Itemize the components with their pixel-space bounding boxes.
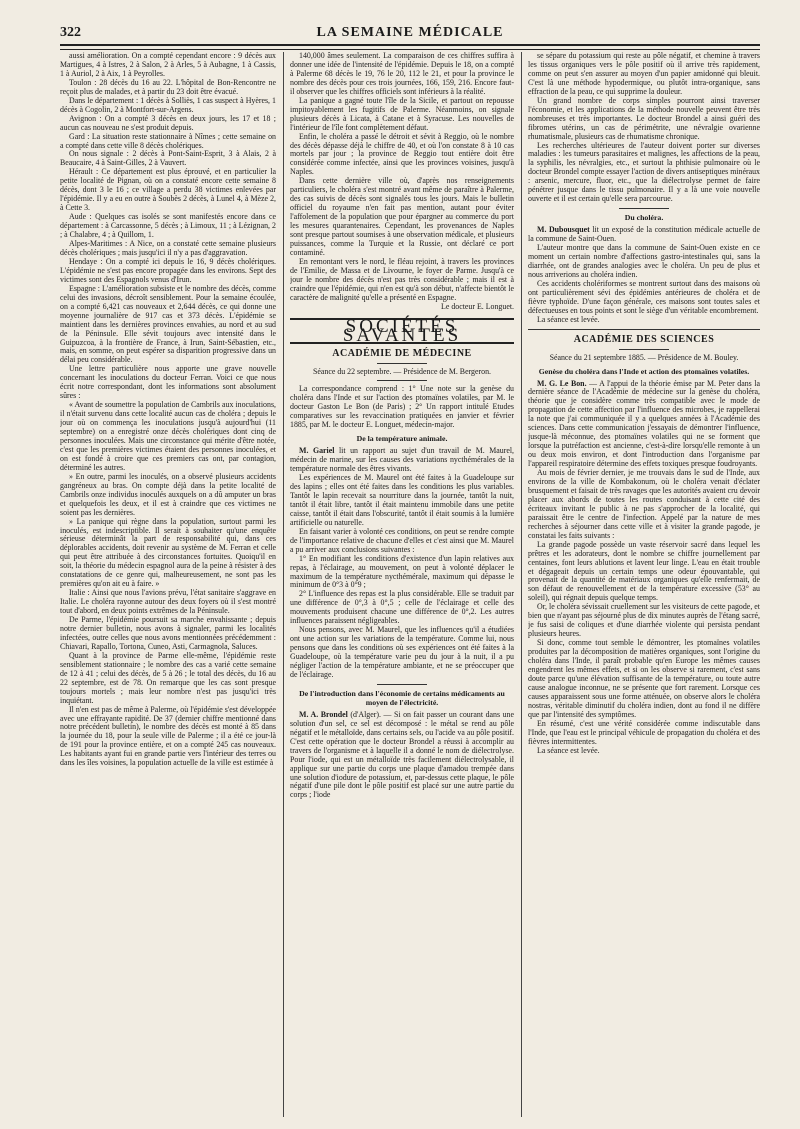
paragraph: On nous signale : 2 décès à Pont-Saint-Esprit, 3 à Alais, 2 à Beaucaire, 4 à Saint-Gilles, 2 à Vauvert. — [60, 149, 276, 168]
paragraph: Un grand nombre de corps simples pourront ainsi traverser l'économie, et les applications de la méthode nouvelle peuvent être très nombreuses et très importantes. Le docteur Brondel a ainsi guéri des fibromes utérins, un cas de périmétrite, une névralgie ovarienne rhumatismale, plusieurs cas de rhumatisme chronique. — [528, 95, 760, 141]
dubousquet-report — [528, 244, 760, 325]
paragraph-text: — A l'appui de la théorie émise par M. Peter dans la dernière séance de l'Académie de médecine sur la genèse du choléra, théorie que je considère comme très compatible avec le mode de propagation de cette affection par l'influence des microbes, je rappellerai la note que j'ai communiquée il y a quelques années à l'Académie des sciences. Dans cette communication j'essayais de démontrer l'influence, jusque-là méconnue, des ptomaïnes volatiles qui ne se forment que lorsque la putréfaction est ancienne, c'est-à-dire lorsqu'elle remonte à un ou deux mois environ, et dont l'introduction dans l'organisme par l'appareil respiratoire détermine des effets toxiques presque foudroyants. — [528, 378, 760, 469]
speaker-name: M. Dubousquet — [537, 225, 590, 235]
paragraph: En faisant varier à volonté ces conditions, on peut se rendre compte de l'importance relative de chacune d'elles et c'est ainsi que M. Maurel a pu arriver aux conclusions suivantes : — [290, 526, 514, 554]
paragraph: La séance est levée. — [537, 745, 600, 755]
paragraph: Dans le département : 1 décès à Solliès, 1 cas suspect à Hyères, 1 décès à Cogolin, 2 à Montfort-sur-Argens. — [60, 95, 276, 114]
column-2 — [290, 52, 514, 1117]
column-3 — [528, 52, 760, 1117]
divider — [619, 208, 669, 209]
speaker-name: M. G. Le Bon. — [537, 378, 587, 388]
paragraph: L'auteur montre que dans la commune de Saint-Ouen existe en ce moment un certain nombre d'affections gastro-intestinales qui, sans la diarrhée, ont de grandes analogies avec le choléra. Un peu de plus et nous arriverions au choléra indien. — [528, 243, 760, 279]
divider — [377, 380, 427, 381]
paragraph: La grande pagode possède un vaste réservoir sacré dans lequel les prêtres et les adorateurs, dont le nombre se chiffre journellement par centaines, font leurs ablutions et lavent leur linge. L'eau en était trouble et dégageait depuis un certain temps une odeur épouvantable, qui provenait de la quantité de matériaux organiques qu'elle renfermait, de son défaut de renouvellement et de la température excessive (53° au soleil), qui régnait depuis quelque temps. — [528, 539, 760, 603]
paragraph: Hendaye : On a compté ici depuis le 16, 9 décès cholériques. L'épidémie ne s'est pas encore propagée dans les environs. Sept des victimes sont des Espagnols venus d'Irun. — [60, 256, 276, 284]
divider — [377, 684, 427, 685]
paragraph: Les expériences de M. Maurel ont été faites à la Guadeloupe sur des lapins ; elles ont été faites dans les conditions les plus variables. Tantôt le lapin recevait sa nourriture dans la journée, tantôt la nuit, tantôt il était libre, tantôt il était maintenu immobile dans une petite caisse, tantôt il était dans l'obscurité, tantôt il était soumis à la lumière artificielle ou naturelle. — [290, 473, 514, 527]
paragraph: Or, le choléra sévissait cruellement sur les visiteurs de cette pagode, et bien que n'ayant pas séjourné plus de dix minutes auprès de l'étang sacré, je fus saisi de coliques et d'une diarrhée violente qui persista pendant plusieurs heures. — [528, 602, 760, 639]
column-divider — [521, 52, 522, 1117]
paragraph: 2° L'influence des repas est la plus considérable. Elle se traduit par une différence de 0°,3 à 0°,5 ; celle de l'éclairage et celle des mouvements produisent chacune une différence de 0°,2. Les autres influences paraissent négligeables. — [290, 589, 514, 626]
gariel-first-paragraph — [290, 447, 514, 474]
paragraph: aussi amélioration. On a compté cependant encore : 9 décès aux Martigues, 4 à Istres, 2 à Salon, 2 à Arles, 5 à Aubagne, 1 à Cassis, 1 à Auriol, 2 à Aix, 1 à Peyrolles. — [60, 52, 276, 78]
paragraph: » La panique qui règne dans la population, surtout parmi les inoculés, est indescriptible. Il serait à souhaiter qu'une enquête sérieuse déterminât la part de responsabilité qui, dans ces déplorables accidents, doit revenir au système de M. Ferran et celle qui peut être attribuée à des circonstances fortuites. Quoiqu'il en soit, la théorie du médecin espagnol aura de la peine à résister à des constatations de ce genre qui, malheureusement, ne sont pas les premières qu'on ait eu à faire. » — [60, 516, 276, 589]
cholera-bulletin-continued — [290, 52, 514, 303]
paragraph: Au mois de février dernier, je me trouvais dans le sud de l'Inde, aux environs de la ville de Kombakonum, où le choléra venait d'éclater brusquement et faisait de très ravages que les autorités avaient cru devoir placer aux abords de toutes les routes conduisant à cette cité des écriteaux invitant le public à ne pas s'approcher de la localité, qui paraissait être le centre de l'infection. Appelé par la nature de mes recherches à séjourner dans cette ville et à visiter la grande pagode, je constatai les faits suivants : — [528, 468, 760, 540]
divider — [377, 363, 427, 364]
academie-medecine-title: ACADÉMIE DE MÉDECINE — [332, 347, 472, 359]
paragraph: Avignon : On a compté 3 décès en deux jours, les 17 et 18 ; aucun cas nouveau ne s'est produit depuis. — [60, 113, 276, 132]
speaker-name: M. Gariel — [299, 446, 335, 456]
academie-sciences-title: ACADÉMIE DES SCIENCES — [573, 333, 715, 345]
dubousquet-first-paragraph — [528, 226, 760, 244]
gariel-report — [290, 474, 514, 680]
paragraph: Quant à la province de Parme elle-même, l'épidémie reste sensiblement stationnaire ; le nombre des cas a varié cette semaine de 12 à 41 ; celui des décès, de 5 à 26 ; le total des décès, du 16 au 22 septembre, est de 78. On remarque que les cas sont presque toujours mortels ; mais leur nombre n'est pas jusqu'ici très inquiétant. — [60, 650, 276, 705]
paragraph: Dans cette dernière ville où, d'après nos renseignements particuliers, le choléra s'est montré avant même de paraître à Palerme, des cas suivis de décès sont signalés tous les jours. Mais le bulletin officiel du royaume n'en fait pas mention, autant pour éviter l'affolement de la population que pour épargner au commerce du port les mesures quarantenaires. Cependant, les provenances de Naples sont presque partout soumises à une observation médicale, et plusieurs puissances, comme la Turquie et la Russie, ont déclaré ce port contaminé. — [290, 176, 514, 257]
paragraph: Il n'en est pas de même à Palerme, où l'épidémie s'est développée avec une effrayante rapidité. De 37 (dernier chiffre mentionné dans notre précédent bulletin), le nombre des décès est monté à 85 dans la journée du 18, pour la seule ville de Palerme ; il a été ce jour-là de 191 pour la province entière, et on a compté 245 cas nouveaux. Les habitants ayant fui en grande partie vers l'intérieur des terres ou dans les îles voisines, la population actuelle de la ville est estimée à — [60, 704, 276, 768]
page-number: 322 — [60, 25, 81, 40]
paragraph: Italie : Ainsi que nous l'avions prévu, l'état sanitaire s'aggrave en Italie. Le choléra rayonne autour des deux foyers où il s'est montré tout d'abord, en deux points extrêmes de la Péninsule. — [60, 588, 276, 616]
section-cholera-title: Du choléra. — [624, 213, 664, 223]
column-1 — [60, 52, 276, 1117]
paragraph-text: lit un exposé de la constitution médicale actuelle de la commune de Saint-Ouen. — [528, 225, 760, 244]
page-header — [60, 22, 760, 44]
section-electricity-title: De l'introduction dans l'économie de certains médicaments au moyen de l'électricité. — [299, 688, 505, 707]
paragraph: En résumé, c'est une vérité considérée comme indiscutable dans l'Inde, que l'eau est le principal véhicule de propagation du choléra et des fièvres intermittentes. — [528, 718, 760, 746]
paragraph: De Parme, l'épidémie poursuit sa marche envahissante ; depuis notre dernier bulletin, nous avons à signaler, parmi les localités infectées, outre celles que nous avons mentionnées précédemment : Chiavari, Rapallo, Tortona, Cuneo, Asti, Carmagnola, Saluces. — [60, 615, 276, 651]
paragraph: Aude : Quelques cas isolés se sont manifestés encore dans ce département : à Carcassonne, 5 décès ; à Limoux, 11 ; à Lézignan, 2 ; à Chalabre, 4 ; à Quillom, 1. — [60, 212, 276, 240]
header-rule — [60, 44, 760, 50]
paragraph: Espagne : L'amélioration subsiste et le nombre des décès, comme celui des invasions, décroît sensiblement. Pour la semaine écoulée, on a compté 6,421 cas nouveaux et 2,644 décès, ce qui donne une moyenne journalière de 917 cas et 373 décès. L'épidémie se maintient dans les dernières provinces envahies, au nord et au sud de la Péninsule. Elle sévit toujours avec intensité dans le Guipuzcoa, à la frontière de France, à Irun, Saint-Sébastien, etc., mais, en somme, on peut espérer sa disparition progressive dans un délai peu considérable. — [60, 283, 276, 365]
paragraph: Enfin, le choléra a passé le détroit et sévit à Reggio, où le nombre des décès dépasse déjà le chiffre de 40, et où l'on constate 8 à 10 cas mortels par jour ; la province de Reggio tout entière doit être considérée comme infectée, ainsi que les provinces voisines, jusqu'à Naples. — [290, 131, 514, 177]
paragraph: En remontant vers le nord, le fléau rejoint, à travers les provinces de l'Emilie, de Massa et de Livourne, le foyer de Parme. Jusqu'à ce jour le nombre des décès n'est pas très considérable ; mais il est à craindre que l'épidémie, qui n'en est qu'à son début, n'affecte bientôt le caractère de malignité qu'elle a présenté en Espagne. — [290, 256, 514, 302]
signature: Le docteur E. Longuet. — [441, 301, 514, 311]
paragraph: se sépare du potassium qui reste au pôle négatif, et chemine à travers les tissus organiques vers le pôle positif où il arrive très rapidement, comme on peut s'en assurer au moyen d'un papier amidonné qui bleuit. C'est là une méthode hypodermique, ou plutôt intra-organique, sans effraction de la peau, ce qui supprime la douleur. — [528, 52, 760, 96]
paragraph-text: (d'Alger). — Si on fait passer un courant dans une solution d'un sel, ce sel est décomposé : le métal se rend au pôle négatif et le métalloïde, dans certains sels, ou l'acide va au pôle positif. C'est cette opération que le docteur Brondel a réussi à accomplir au travers de l'organisme et à laquelle il a donné le nom de diélectrolyse. Pour l'iode, qui est un métalloïde très facilement diélectrolysable, il applique sur une partie du corps une plaque d'amadou trempée dans une solution d'iodure de potassium, et, par-dessus cette plaque, le pôle négatif d'une pile dont le pôle positif est placé sur une autre partie du corps ; l'iode — [290, 709, 514, 800]
brondel-continued — [528, 52, 760, 204]
paragraph: Si donc, comme tout semble le démontrer, les ptomaïnes volatiles produites par la décomposition de matières organiques, sont l'origine du choléra dans l'Inde, il paraît probable qu'en Europe les mêmes causes engendrent les mêmes effets, et si on les observe si rarement, c'est sans doute parce qu'une élévation suffisante de la température, ou toute autre cause analogue inconnue, ne se présente que fort rarement. Lorsque ces causes apparaissent sous une forme atténuée, on observe alors le choléra nostras, véritable diminutif du choléra indien, dont au fond il ne diffère que par l'intensité des symptômes. — [528, 638, 760, 719]
paragraph: Alpes-Maritimes : A Nice, on a constaté cette semaine plusieurs décès cholériques ; mais jusqu'ici il n'y a pas d'aggravation. — [60, 239, 276, 257]
paragraph: Hérault : Ce département est plus éprouvé, et en particulier la petite localité de Pignan, où on a constaté encore cette semaine 8 décès, dont 3 le 16 ; ce village a perdu 38 victimes enlevées par l'épidémie. Il y a eu en outre à Soubès 2 décès, à Lunel 4, à Mèze 2, à Cette 3. — [60, 167, 276, 213]
paragraph: « Avant de soumettre la population de Cambrils aux inoculations, il n'était survenu dans cette localité aucun cas de choléra ; depuis le jour où on commença les inoculations jusqu'à aujourd'hui (11 septembre) on a enregistré onze décès cholériques dont cinq de personnes inoculées. Mais une circonstance qui mérite d'être notée, c'est que les premières victimes étaient des personnes inoculées, et on est fondé à croire que ces premiers cas ont, par contagion, déterminé les autres. — [60, 400, 276, 472]
paragraph: 140,000 âmes seulement. La comparaison de ces chiffres suffira à donner une idée de l'intensité de l'épidémie. Depuis le 18, on a compté à Palerme 68 décès le 19, 76 le 20, 112 le 21, et pour la province le nombre des décès pour ces trois journées, 166, 159, 216. Encore faut-il observer que les chiffres officiels sont inférieurs à la réalité. — [290, 52, 514, 96]
paragraph: Ces accidents cholériformes se montrent surtout dans des maisons où ont particulièrement sévi des épidémies antérieures de choléra et de fièvre typhoïde. D'une façon générale, ces maisons sont toutes sales et défectueuses en tous points et sont le siège d'un véritable encombrement. — [528, 278, 760, 315]
section-temperature-title: De la température animale. — [356, 434, 448, 444]
running-title: LA SEMAINE MÉDICALE — [316, 25, 504, 40]
speaker-name: M. A. Brondel — [299, 709, 348, 719]
correspondance-text: La correspondance comprend : 1° Une note sur la genèse du choléra dans l'Inde et sur l'action des ptomaïnes volatiles, par M. le docteur Gaston Le Bon (de Paris) ; 2° Un rapport intitulé Etudes comparatives sur les revaccination pratiquées en janvier et février 1885, par M. le docteur E. Longuet, médecin-major. — [290, 384, 514, 430]
paragraph: » En outre, parmi les inoculés, on a observé plusieurs accidents gangréneux au bras. On compte déjà dans la petite localité de Cambrils onze individus inoculés auxquels on a dû amputer un bras et quelquefois les deux, et il est à craindre que ces victimes ne soient pas les dernières. — [60, 471, 276, 517]
brondel-paragraph — [290, 711, 514, 801]
paragraph: La séance est levée. — [537, 314, 600, 324]
lebon-first-paragraph — [528, 380, 760, 470]
seance-line: Séance du 22 septembre. — Présidence de M. Bergeron. — [313, 366, 491, 376]
paragraph: Les recherches ultérieures de l'auteur doivent porter sur diverses maladies : les tumeurs parasitaires et malignes, les affections de la peau, la syphilis, les névralgies, etc., et surtout la phthisie pulmonaire où le docteur Brondel compte essayer l'action de divers antiseptiques minéraux : arsenic, mercure, fluor, etc., que la diélectrolyse permet de faire pénétrer jusque dans le tissu pulmonaire. Il y a là une voie nouvelle ouverte et il est certain qu'elle sera parcourue. — [528, 140, 760, 204]
column-divider — [283, 52, 284, 1117]
paragraph: Nous pensons, avec M. Maurel, que les influences qu'il a étudiées ont une action sur les variations de la température. Comme lui, nous pensons que dans les conditions où ses expériences ont été faites à la Guadeloupe, où la température varie peu du jour à la nuit, il a pu négliger l'action de la température ambiante, et ne se préoccuper que de l'éclairage. — [290, 625, 514, 679]
divider — [528, 329, 760, 330]
seance-line: Séance du 21 septembre 1885. — Présidence de M. Bouley. — [549, 352, 739, 362]
paragraph: La panique a gagné toute l'île de la Sicile, et partout on repousse impitoyablement les fugitifs de Palerme. Néanmoins, on signale plusieurs décès à Licata, à Catane et à Syracuse. Les nouvelles de l'intérieur de l'île font complètement défaut. — [290, 95, 514, 132]
section-genese-title: Genèse du choléra dans l'Inde et action des ptomaïnes volatiles. — [538, 366, 750, 376]
paragraph: 1° En modifiant les conditions d'existence d'un lapin relatives aux repas, à l'éclairage, au mouvement, on peut à volonté déplacer le maximum de la température nycthémérale, maximum qui dépasse le minimum de 0°3 à 0°9 ; — [290, 553, 514, 590]
paragraph: Gard : La situation reste stationnaire à Nîmes ; cette semaine on a compté dans cette ville 8 décès cholériques. — [60, 131, 276, 150]
paragraph: Une lettre particulière nous apporte une grave nouvelle concernant les inoculations du docteur Ferran. Voici ce que nous écrit notre correspondant, dont les informations sont absolument sûres : — [60, 364, 276, 401]
lebon-report — [528, 469, 760, 756]
paragraph: Toulon : 28 décès du 16 au 22. L'hôpital de Bon-Rencontre ne reçoit plus de malades, et à partir du 23 doit être évacué. — [60, 77, 276, 96]
divider — [619, 349, 669, 350]
societes-savantes-title: SOCIÉTÉS SAVANTES — [290, 318, 514, 344]
paragraph-text: lit un rapport au sujet d'un travail de M. Maurel, médecin de marine, sur les causes des variations nycthémérales de la température normale des êtres vivants. — [290, 446, 514, 474]
